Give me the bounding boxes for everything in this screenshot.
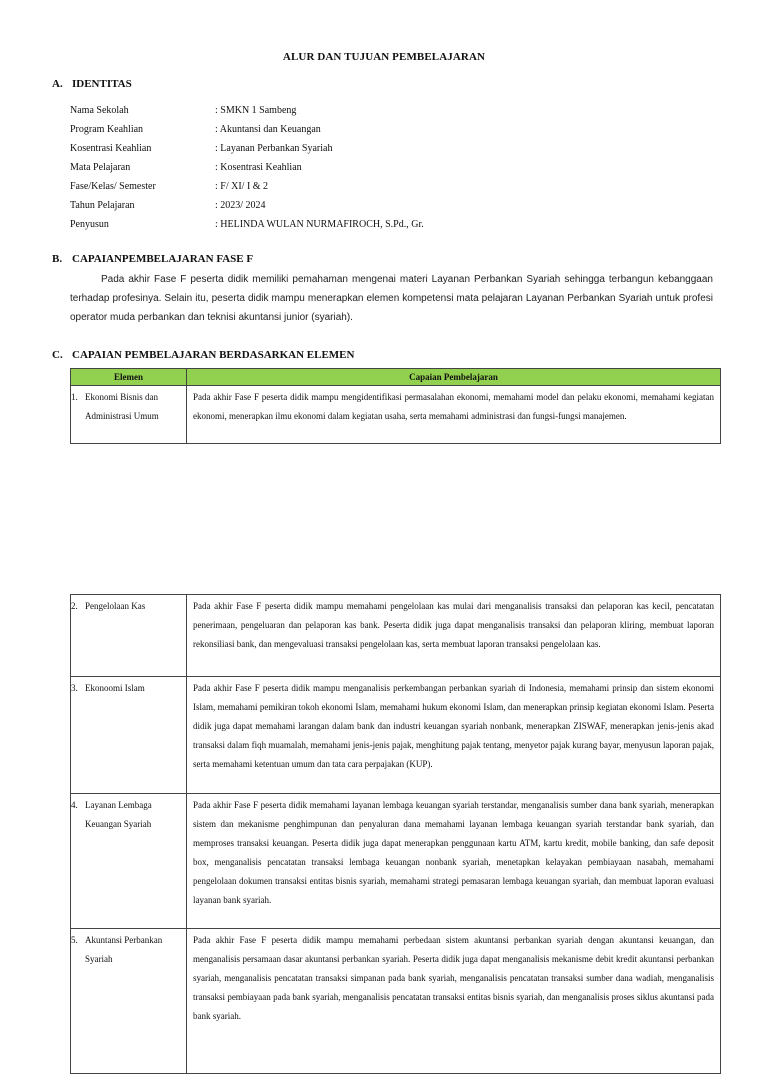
achievement-text: Pada akhir Fase F peserta didik mampu menganalisis perkembangan perbankan syariah di Indonesia, memahami prinsip dan sistem ekonomi Islam, memahami pemikiran tokoh ekonomi Islam, memahami hukum ekonomi Islam, dan menerapkan prinsip kegiatan ekonomi Islam. Peserta didik juga dapat memahami larangan dalam bank dan industri keuangan syariah nonbank, menerapkan ZISWAF, menerapkan jenis-jenis akad transaksi dalam fiqh muamalah, memahami jenis-jenis pajak, menghitung pajak tentang, menyetor pajak kurang bayar, menyusun laporan pajak, serta memahami ketentuan umum dan tata cara perpajakan (KUP).	[187, 677, 721, 794]
section-c-heading	[52, 349, 354, 361]
achievement-text: Pada akhir Fase F peserta didik mampu memahami pengelolaan kas mulai dari menganalisis transaksi dan pelaporan kas kecil, pencatatan penerimaan, pengeluaran dan pelaporan kas bank. Peserta didik juga dapat menganalisis transaksi dan pelaporan kliring, membuat laporan rekonsiliasi bank, dan mengevaluasi transaksi pengelolaan kas, serta membuat laporan transaksi pengelolaan kas.	[187, 595, 721, 677]
identity-value: : 2023/ 2024	[215, 200, 266, 211]
identity-value: : Kosentrasi Keahlian	[215, 162, 302, 173]
identity-value: : HELINDA WULAN NURMAFIROCH, S.Pd., Gr.	[215, 219, 424, 230]
element-number: 2.	[71, 601, 78, 611]
table-row	[71, 794, 721, 929]
identity-value: : SMKN 1 Sambeng	[215, 105, 297, 116]
achievement-table-part-1	[70, 368, 721, 444]
element-number: 4.	[71, 800, 78, 810]
page-title: ALUR DAN TUJUAN PEMBELAJARAN	[282, 51, 486, 63]
element-name: Layanan Lembaga Keuangan Syariah	[85, 800, 152, 829]
identity-label: Fase/Kelas/ Semester	[70, 181, 156, 192]
element-cell	[71, 386, 187, 444]
identity-label: Tahun Pelajaran	[70, 200, 135, 211]
element-number: 5.	[71, 935, 78, 945]
identity-label: Nama Sekolah	[70, 105, 129, 116]
section-c-letter: C.	[52, 349, 63, 361]
section-a-letter: A.	[52, 78, 63, 90]
identity-label: Program Keahlian	[70, 124, 144, 135]
element-cell	[71, 929, 187, 1074]
table-row	[71, 595, 721, 677]
table-row	[71, 386, 721, 444]
identity-label: Mata Pelajaran	[70, 162, 131, 173]
identity-value: : Layanan Perbankan Syariah	[215, 143, 333, 154]
table-row	[71, 929, 721, 1074]
element-name: Akuntansi Perbankan Syariah	[85, 935, 163, 964]
element-name: Ekonomi Bisnis dan Administrasi Umum	[85, 392, 159, 421]
header-achievement: Capaian Pembelajaran	[187, 369, 721, 386]
achievement-text: Pada akhir Fase F peserta didik memahami layanan lembaga keuangan syariah terstandar, menganalisis sumber dana bank syariah, menerapkan sistem dan mekanisme penghimpunan dan penyaluran dana memahami layanan lembaga keuangan syariah terstandar bank syariah, dan memproses transaksi keuangan. Peserta didik juga dapat menerapkan penggunaan kartu ATM, kartu kredit, mobile banking, dan safe deposit box, menganalisis pencatatan transaksi lembaga keuangan nonbank syariah, menetapkan kelayakan pembiayaan nasabah, memahami pengelolaan dokumen transaksi entitas bisnis syariah, memahami strategi pemasaran lembaga keuangan syariah, dan membuat laporan evaluasi layanan bank syariah.	[187, 794, 721, 929]
element-cell	[71, 677, 187, 794]
element-name: Ekonoomi Islam	[85, 683, 145, 693]
element-number: 3.	[71, 683, 78, 693]
section-b-heading	[52, 253, 253, 265]
element-name: Pengelolaan Kas	[85, 601, 146, 611]
identity-label: Penyusun	[70, 219, 109, 230]
section-b-letter: B.	[52, 253, 63, 265]
element-number: 1.	[71, 392, 78, 402]
achievement-table-part-2	[70, 594, 721, 1074]
identity-value: : F/ XI/ I & 2	[215, 181, 269, 192]
achievement-text: Pada akhir Fase F peserta didik mampu memahami perbedaan sistem akuntansi perbankan syariah dengan akuntansi keuangan, dan menganalisis persamaan dasar akuntansi perbankan syariah. Peserta didik juga dapat menganalisis mekanisme debit kredit akuntansi perbankan syariah, menganalisis pencatatan transaksi simpanan pada bank syariah, menganalisis pencatatan transaksi sumber dana wadiah, menganalisis transaksi pembiayaan pada bank syariah, menganalisis pencatatan transaksi entitas bisnis syariah, dan menganalisis proses siklus akuntansi pada bank syariah.	[187, 929, 721, 1074]
section-c-title: CAPAIAN PEMBELAJARAN BERDASARKAN ELEMEN	[72, 349, 355, 361]
section-a-title: IDENTITAS	[72, 78, 132, 90]
achievement-text: Pada akhir Fase F peserta didik mampu mengidentifikasi permasalahan ekonomi, memahami model dan pelaku ekonomi, memahami kegiatan ekonomi, menerapkan ilmu ekonomi dalam kegiatan usaha, serta memahami administrasi dan fungsi-fungsi manajemen.	[187, 386, 721, 444]
table-row	[71, 677, 721, 794]
table-header-row	[71, 369, 721, 386]
element-cell	[71, 794, 187, 929]
section-a-heading	[52, 78, 132, 90]
element-cell	[71, 595, 187, 677]
section-b-title: CAPAIANPEMBELAJARAN FASE F	[72, 253, 254, 265]
identity-value: : Akuntansi dan Keuangan	[215, 124, 321, 135]
identity-label: Kosentrasi Keahlian	[70, 143, 152, 154]
header-element: Elemen	[71, 369, 187, 386]
section-b-paragraph: Pada akhir Fase F peserta didik memiliki pemahaman mengenai materi Layanan Perbankan Syariah sehingga terbangun kebanggaan terhadap profesinya. Selain itu, peserta didik mampu menerapkan elemen kompetensi mata pelajaran Layanan Perbankan Syariah untuk profesi operator muda perbankan dan teknisi akuntansi junior (syariah).	[70, 274, 713, 323]
